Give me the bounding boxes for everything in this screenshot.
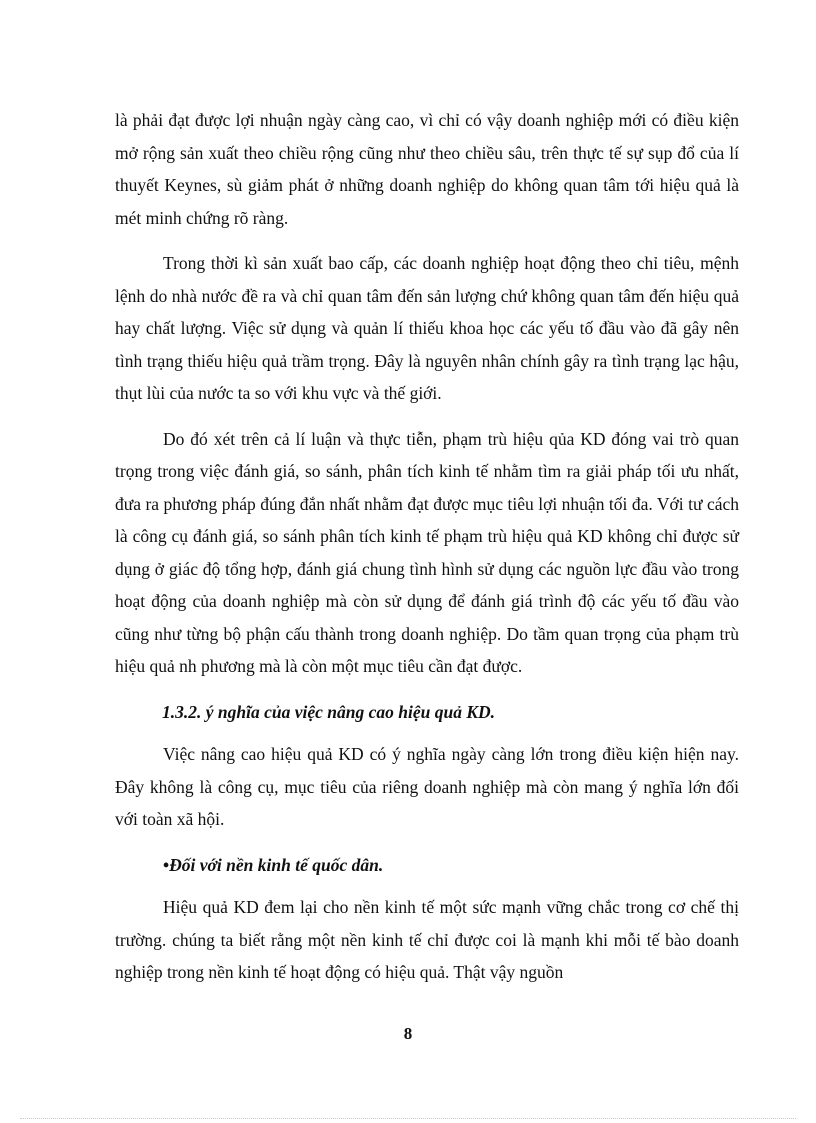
bullet-icon: •: [163, 854, 170, 875]
paragraph-5: Hiệu quả KD đem lại cho nền kinh tế một sức mạnh vững chắc trong cơ chế thị trường. chúng ta biết rằng một nền kinh tế chỉ được coi là mạnh khi mỗi tế bào doanh nghiệp trong nền kinh tế hoạt động có hiệu quả. Thật vậy nguồn: [115, 897, 739, 982]
paragraph-4: Việc nâng cao hiệu quả KD có ý nghĩa ngày càng lớn trong điều kiện hiện nay. Đây không là công cụ, mục tiêu của riêng doanh nghiệp mà còn mang ý nghĩa lớn đối với toàn xã hội.: [115, 744, 739, 829]
body-text: [115, 104, 739, 1002]
bullet-heading: [115, 849, 739, 882]
page-number: 8: [403, 1024, 413, 1043]
page-bottom-divider: [20, 1118, 796, 1119]
paragraph-1: là phải đạt được lợi nhuận ngày càng cao, vì chỉ có vậy doanh nghiệp mới có điều kiện mở rộng sản xuất theo chiều rộng cũng như theo chiều sâu, trên thực tế sự sụp đổ của lí thuyết Keynes, sù giảm phát ở những doanh nghiệp do không quan tâm tới hiệu quả là mét minh chứng rõ ràng.: [115, 110, 739, 228]
paragraph-3: Do đó xét trên cả lí luận và thực tiễn, phạm trù hiệu qủa KD đóng vai trò quan trọng trong việc đánh giá, so sánh, phân tích kinh tế nhằm tìm ra giải pháp tối ưu nhất, đưa ra phương pháp đúng đắn nhất nhằm đạt được mục tiêu lợi nhuận tối đa. Với tư cách là công cụ đánh giá, so sánh phân tích kinh tế phạm trù hiệu quả KD không chỉ được sử dụng ở giác độ tổng hợp, đánh giá chung tình hình sử dụng các nguồn lực đầu vào trong hoạt động của doanh nghiệp mà còn sử dụng để đánh giá trình độ các yếu tố đầu vào cũng như từng bộ phận cấu thành trong doanh nghiệp. Do tầm quan trọng của phạm trù hiệu quả nh phương mà là còn một mục tiêu cần đạt được.: [115, 428, 739, 676]
paragraph-2: Trong thời kì sản xuất bao cấp, các doanh nghiệp hoạt động theo chỉ tiêu, mệnh lệnh do nhà nước đề ra và chỉ quan tâm đến sản lượng chứ không quan tâm đến hiệu quả hay chất lượng. Việc sử dụng và quản lí thiếu khoa học các yếu tố đầu vào đã gây nên tình trạng thiếu hiệu quả trầm trọng. Đây là nguyên nhân chính gây ra tình trạng lạc hậu, thụt lùi của nước ta so với khu vực và thế giới.: [115, 253, 739, 403]
bullet-heading-text: Đối với nền kinh tế quốc dân.: [169, 854, 384, 875]
section-heading: 1.3.2. ý nghĩa của việc nâng cao hiệu quả KD.: [162, 701, 496, 722]
